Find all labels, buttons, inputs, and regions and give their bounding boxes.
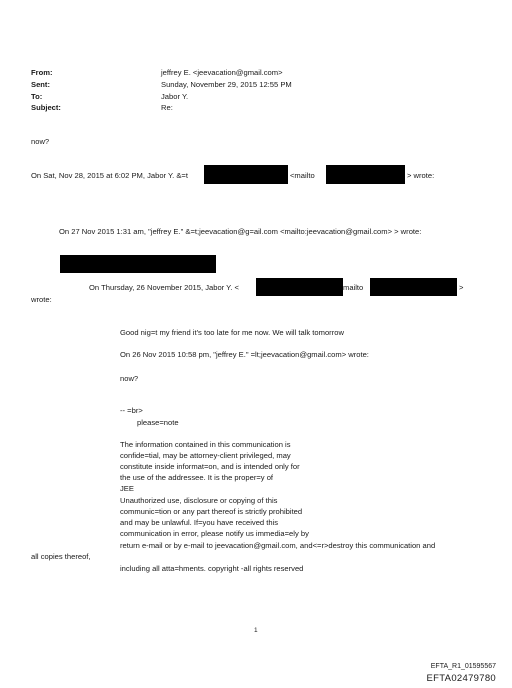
disclaimer-line: the use of the addressee. It is the proper=y of [120, 473, 274, 482]
disclaimer-line: The information contained in this communication is [120, 440, 291, 449]
disclaimer-line: Unauthorized use, disclosure or copying of this [120, 496, 278, 505]
disclaimer-line: constitute inside informat=on, and is intended only for [120, 462, 300, 471]
quote3-end: > [459, 283, 464, 292]
redaction-box [256, 278, 343, 296]
quote4-line: On 26 Nov 2015 10:58 pm, "jeffrey E." =lt;jeevacation@gmail.com> wrote: [120, 350, 369, 359]
redaction-box [326, 165, 405, 184]
efta-id-small: EFTA_R1_01595567 [430, 663, 496, 670]
disclaimer-line: communication in error, please notify us immedia=ely by [120, 529, 309, 538]
to-label: To: [31, 92, 43, 101]
signature-break: -- =br> [120, 406, 143, 415]
quote3-mailto: mailto [343, 283, 364, 292]
all-copies-line: all copies thereof, [31, 552, 91, 561]
disclaimer-line: return e-mail or by e-mail to jeevacation@gmail.com, and<=r>destroy this communication and [120, 541, 436, 550]
page-number: 1 [254, 627, 258, 634]
to-value: Jabor Y. [161, 92, 189, 101]
subject-value: Re: [161, 103, 173, 112]
disclaimer-line: communic=tion or any part thereof is strictly prohibited [120, 507, 303, 516]
redaction-box [60, 255, 216, 273]
quote2-line: On 27 Nov 2015 1:31 am, "jeffrey E." &=t;jeevacation@g=ail.com <mailto:jeevacation@gmail.com> > wrote: [59, 227, 422, 236]
quote1-start: On Sat, Nov 28, 2015 at 6:02 PM, Jabor Y. &=t [31, 171, 188, 180]
subject-label: Subject: [31, 103, 61, 112]
including-line: including all atta=hments. copyright -all rights reserved [120, 564, 304, 573]
from-label: From: [31, 68, 53, 77]
sent-value: Sunday, November 29, 2015 12:55 PM [161, 80, 292, 89]
quote1-mailto: <mailto [290, 171, 315, 180]
sent-label: Sent: [31, 80, 50, 89]
disclaimer-line: confide=tial, may be attorney-client privileged, may [120, 451, 291, 460]
efta-id-large: EFTA02479780 [426, 673, 496, 684]
disclaimer-line: JEE [120, 484, 134, 493]
quote3-start: On Thursday, 26 November 2015, Jabor Y. < [89, 283, 239, 292]
body-now: now? [31, 137, 50, 146]
disclaimer-line: and may be unlawful. If=you have received this [120, 518, 279, 527]
signature-note: please=note [137, 418, 179, 427]
redaction-box [370, 278, 457, 296]
reply-line: Good nig=t my friend it's too late for me now. We will talk tomorrow [120, 328, 344, 337]
body-now-2: now? [120, 374, 139, 383]
quote1-wrote: > wrote: [407, 171, 435, 180]
redaction-box [204, 165, 288, 184]
from-value: jeffrey E. <jeevacation@gmail.com> [161, 68, 283, 77]
quote3-wrote: wrote: [31, 295, 52, 304]
